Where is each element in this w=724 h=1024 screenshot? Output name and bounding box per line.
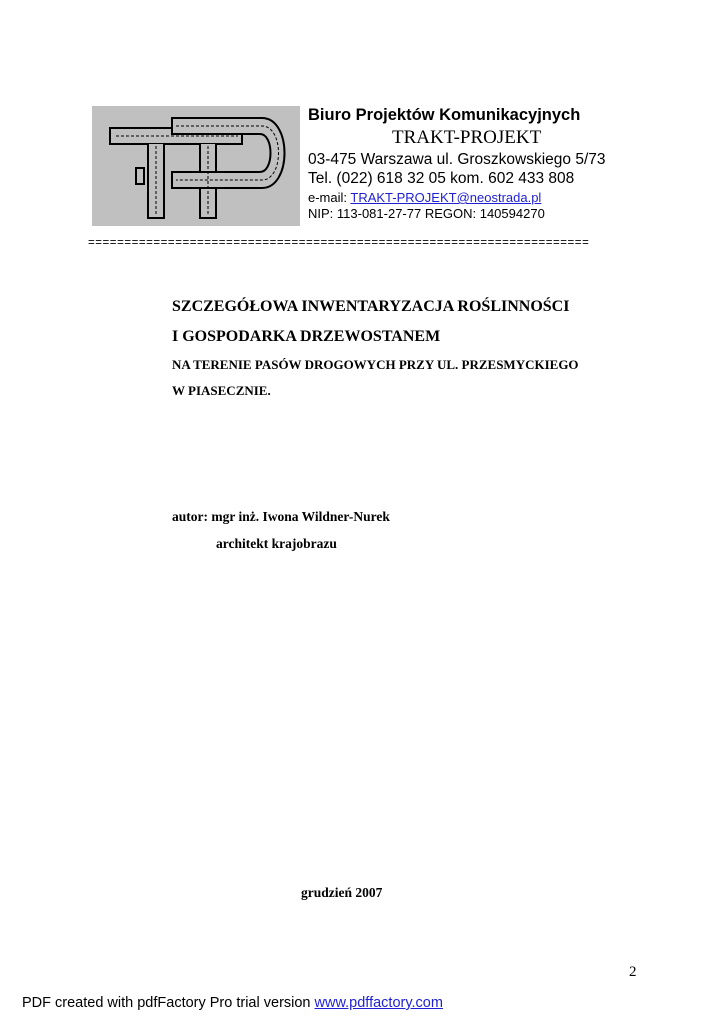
page-number: 2 bbox=[629, 964, 637, 980]
company-short-name: TRAKT-PROJEKT bbox=[392, 127, 542, 148]
company-email-row bbox=[308, 190, 541, 205]
company-address: 03-475 Warszawa ul. Groszkowskiego 5/73 bbox=[308, 151, 606, 168]
document-title-line-2: I GOSPODARKA DRZEWOSTANEM bbox=[172, 328, 441, 345]
header-separator: ===================================================================== bbox=[88, 237, 590, 249]
document-date: grudzień 2007 bbox=[301, 885, 383, 900]
document-title-line-1: SZCZEGÓŁOWA INWENTARYZACJA ROŚLINNOŚCI bbox=[172, 298, 570, 315]
email-link[interactable]: TRAKT-PROJEKT@neostrada.pl bbox=[350, 190, 542, 205]
document-subtitle-line-2: W PIASECZNIE. bbox=[172, 383, 271, 398]
author-line: autor: mgr inż. Iwona Wildner-Nurek bbox=[172, 509, 390, 524]
pdffactory-link[interactable]: www.pdffactory.com bbox=[314, 995, 443, 1011]
company-name: Biuro Projektów Komunikacyjnych bbox=[308, 106, 581, 124]
footer-text: PDF created with pdfFactory Pro trial version bbox=[22, 995, 315, 1011]
email-label: e-mail: bbox=[308, 190, 351, 205]
company-phone: Tel. (022) 618 32 05 kom. 602 433 808 bbox=[308, 170, 575, 187]
pdf-creator-footer bbox=[22, 995, 443, 1011]
company-logo bbox=[92, 106, 300, 226]
tp-monogram-icon bbox=[92, 106, 300, 226]
document-subtitle-line-1: NA TERENIE PASÓW DROGOWYCH PRZY UL. PRZESMYCKIEGO bbox=[172, 357, 579, 372]
author-role: architekt krajobrazu bbox=[216, 536, 337, 551]
company-ids: NIP: 113-081-27-77 REGON: 140594270 bbox=[308, 206, 545, 221]
